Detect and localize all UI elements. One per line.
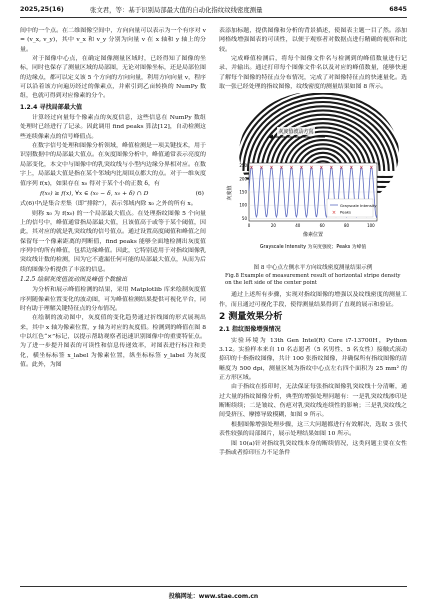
figure-caption-en: Fig.8 Example of measurement result of horizontal stripe density on the left side of the center point xyxy=(225,272,401,286)
paragraph: 为分析和展示峰值检测的结果，采用 Matplotlib 库来绘制灰度值序列随像素位置变化的波动图，可为峰值检测结果提供可视化平台，同时有助于理解关键特征点的分布情况。 xyxy=(20,286,206,312)
paragraph: 由于指纹在捺印时，无法保证每张指纹图像乳突纹线十分清晰，通过大量的指纹图像分析，典型的增强处理问题有：一是乳突纹线渗印是断断续续；二是皱纹、伤疤对乳突纹线连续性的影响；三是乳突纹线之间受挤压、摩擦导致模糊，如图 9 所示。 xyxy=(219,383,407,419)
legend-item-peaks: Peaks xyxy=(340,209,351,215)
equation-6 xyxy=(20,189,206,198)
issue-number: 2025,25(16) xyxy=(20,5,64,13)
figure-8-graphic xyxy=(219,93,407,261)
paragraph: 式(6)中\是集合差集（即“排除”），表示邻域内除 x₀ 之外的所有 x。 xyxy=(20,200,197,208)
equation-number: (6) xyxy=(195,189,204,197)
right-column xyxy=(219,26,407,457)
x-tick-label: 60 xyxy=(319,223,325,229)
paragraph: 图 10(a)针对指纹乳突纹线本身的断续情况，这类问题主要在女性手指或者捺印压力不足条件 xyxy=(219,439,407,456)
peak-marker: × xyxy=(289,165,294,172)
paragraph: 根据图像增强处理步骤，这三大问题都进行有效解决，选取 3 张代表性较强的局部图片，展示处理结果如图 10 所示。 xyxy=(219,420,407,438)
paragraph: 完成峰值检测后，将每个图像文件名与检测到的峰值数量进行记录、并输出。通过打印每个图像文件名以及对应的峰值数量，能够快速了解每个图像的特征点分布情况，完成了对图像特征点的快速量化。选取一张已经处理的指纹图像，纹线密度的测量结果如图 8 所示。 xyxy=(219,55,407,91)
y-axis-label: 灰度值 xyxy=(227,185,233,201)
y-tick-label: 200 xyxy=(239,176,247,182)
paragraph: 在数字信号处理和图像分析领域，峰值检测是一项关键技术，用于识别数据中的局部最大值点。在灰度图像分析中，峰值通常表示亮度的局部变化，本文中与图像中的乳突纹线与小型内边缘分界相对应。在数字上，局部最大值是指在某个邻域内比周围点都大的点。对于一维灰度值序列 f(x)，如果存在 x₀ 得对于某个小的正数 δ，有 xyxy=(20,142,206,187)
paragraph: 表添加标题，提供图像和分析的背景描述，使图表主题一目了然。添加网格线增强图表的可读性，以便于观察者对数据点进行精确的视察和比较。 xyxy=(219,27,407,53)
paragraph: 通过上述所有步骤，实现对指纹图像的增强以及纹线密度的测量工作，而且通过可视化手段，使得测量结果得到了直观的展示和验证。 xyxy=(219,291,407,308)
y-tick-label: 50 xyxy=(241,216,247,222)
x-tick-label: 40 xyxy=(295,223,301,229)
grayscale-chart xyxy=(226,163,377,238)
page-header xyxy=(20,4,407,16)
running-title: 张文君，等：基于识别局部最大值的自动化指纹纹线密度测量 xyxy=(90,6,263,14)
x-tick-label: 100 xyxy=(367,223,375,229)
paragraph: 对于图像中心点，在确定图像测量区域时，已经得知了图像的坐标，同时也保存了测量区域的局部图，无论对图像坐标，还是局部位图的边缘点，都可以定义该 5 个方向的方向向量，利用方向向量 v，程序可以沿着该方向遍历经过的像素点，并索引到乙亩转换的 NumPy 数组，也就可得到对应像素的分个。 xyxy=(20,55,206,100)
peak-marker: × xyxy=(279,165,284,172)
paragraph: 实验环境为 13th Gen Intel(R) Core i7-13700H，Python 3.12。实验样本来自 10 名志愿者（5 名男性、5 名女性）接触式滚动捺印的十指指纹图像，共计 100 张指纹图像，并确保所有指纹图像的清晰度为 500 dpi，测量区域为指纹中心点左右四个面积为 25 mm² 的正方形区域。 xyxy=(219,336,407,382)
section-heading-2-1: 2.1 指纹图像增强情况 xyxy=(219,326,281,334)
section-heading-1-2-4: 1.2.4 寻找局部最大值 xyxy=(20,103,83,111)
x-tick-label: 0 xyxy=(247,223,251,229)
paragraph: 则称 x₀ 为 f(x₀) 的一个局部最大值点。在处理指纹图像 5 个向量上的信号中，峰值通常指局部最大值，且该值高于或等于某个阈值，因此，其对应的就是乳突纹线的信号值点。通过设置高度阈值和峰值之间保留每一个像素距离的判断值，find peaks 能够全面地检测出灰度值序列中的所有峰值，包括边缘峰值。因此，它特别适用于对指纹图像乳突纹线计数的检测，因为它不遗漏任何可能的局部最大值点，从而为后续的图像分析提供了丰富的信息。 xyxy=(20,209,206,273)
page-footer: 投稿网址：www.stae.com.cn xyxy=(168,593,259,600)
equation-body: f(x₀) ≥ f(x), ∀x ∈ (x₀ − δ, x₀ + δ) ∩ D xyxy=(40,189,149,197)
peak-marker: × xyxy=(319,165,324,172)
chart-legend xyxy=(327,199,377,217)
legend-peak-marker: × xyxy=(331,210,337,217)
paragraph: 计算经过向量每个像素点的灰度信息，这些信息在 NumPy 数组处理时已经进行了记录。因此调用 find peaks 算法[12]，自动检测这些连续像素点的信号峰值点。 xyxy=(20,114,206,140)
peak-marker: × xyxy=(249,165,254,172)
y-tick-label: 100 xyxy=(239,203,247,209)
x-axis-label: 像素位置 xyxy=(302,232,324,239)
header-rule xyxy=(20,17,407,18)
y-tick-label: 250 xyxy=(239,163,247,169)
left-column xyxy=(20,26,206,369)
paragraph: 在绘制的波动图中，灰度值的变化趋势通过折线图的形式展现出来，其中 x 轴为像素位置，y 轴为对应的灰度值。检测到的峰值在图 8 中以红色“×”标记，以提示帮助观察者迅速识别图像中的重要特征点。为了进一步提升图表的可读性和信息传递效率，对图表进行标注和美化，横坐标标签 x_label 为像素位置，纵坐标标签 y_label 为灰度值。此外，为图 xyxy=(20,314,206,369)
figure-caption-cn: 图 8 中心点左侧水平方向纹线密度测量结果示例 xyxy=(253,264,373,271)
figure-8 xyxy=(219,93,407,287)
peak-marker: × xyxy=(359,165,364,172)
y-tick-label: 150 xyxy=(239,189,247,195)
legend-item-grayscale: Grayscale Intensity xyxy=(340,203,377,209)
peak-marker: × xyxy=(329,165,334,172)
peak-marker: × xyxy=(369,165,374,172)
peak-marker: × xyxy=(259,165,264,172)
section-heading-2: 2 测量效果分析 xyxy=(219,312,283,323)
figure-subcaption: Grayscale Intensity 为灰度强度；Peaks 为峰值 xyxy=(259,245,367,251)
x-tick-label: 80 xyxy=(343,223,350,229)
direction-label: 灰度值波动方向 xyxy=(278,129,314,136)
peak-marker: × xyxy=(269,165,274,172)
x-tick-label: 20 xyxy=(270,223,276,229)
peak-marker: × xyxy=(299,165,304,172)
page-number: 6845 xyxy=(389,5,407,13)
footer-rule xyxy=(20,586,407,587)
section-heading-1-2-5: 1.2.5 绘制灰度值波动图及峰值个数输出 xyxy=(20,275,128,283)
peak-marker: × xyxy=(309,165,314,172)
paragraph: 间中的一个点。在二维图像空间中，方向向量可以表示为一个有序对 v = (v_x, v_y)，其中 v_x 和 v_y 分别为向量 v 在 x 轴和 y 轴上的分量。 xyxy=(20,27,206,53)
peak-marker: × xyxy=(349,165,354,172)
peak-marker: × xyxy=(339,165,344,172)
